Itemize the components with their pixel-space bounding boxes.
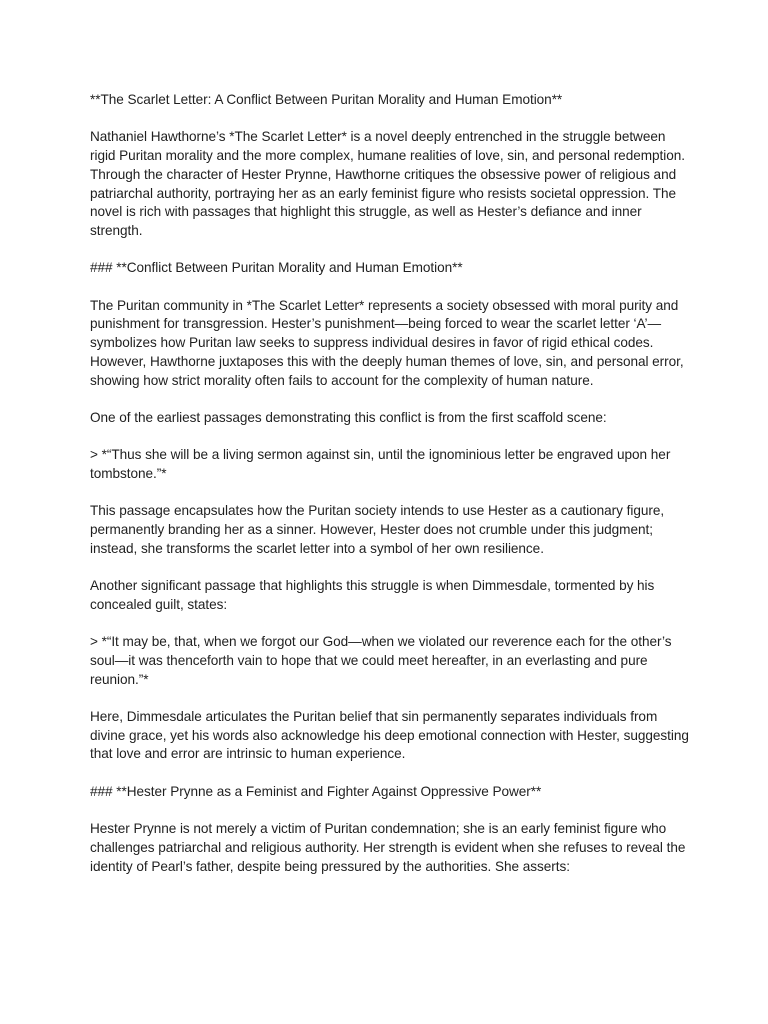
intro-paragraph: Nathaniel Hawthorne’s *The Scarlet Letter* is a novel deeply entrenched in the struggle between rigid Puritan morality and the more complex, humane realities of love, sin, and personal redemption. Through the character of Hester Prynne, Hawthorne critiques the obsessive power of religious and patriarchal authority, portraying her as an early feminist figure who resists societal oppression. The novel is rich with passages that highlight this struggle, as well as Hester’s defiance and inner strength.	[90, 129, 685, 238]
paragraph-puritan-community: The Puritan community in *The Scarlet Letter* represents a society obsessed with moral purity and punishment for transgression. Hester’s punishment—being forced to wear the scarlet letter ‘A’—symbolizes how Puritan law seeks to suppress individual desires in favor of rigid ethical codes. However, Hawthorne juxtaposes this with the deeply human themes of love, sin, and personal error, showing how strict morality often fails to account for the complexity of human nature.	[90, 297, 684, 388]
document-title: **The Scarlet Letter: A Conflict Between Puritan Morality and Human Emotion**	[90, 92, 563, 107]
paragraph-dimmesdale-analysis: Here, Dimmesdale articulates the Puritan belief that sin permanently separates individuals from divine grace, yet his words also acknowledge his deep emotional connection with Hester, suggesting that love and error are intrinsic to human experience.	[90, 709, 689, 762]
section-heading-feminist: ### **Hester Prynne as a Feminist and Fighter Against Oppressive Power**	[90, 783, 542, 799]
document-body	[90, 91, 690, 895]
paragraph-dimmesdale-intro: Another significant passage that highlights this struggle is when Dimmesdale, tormented by his concealed guilt, states:	[90, 578, 655, 612]
paragraph-hester-feminist: Hester Prynne is not merely a victim of Puritan condemnation; she is an early feminist figure who challenges patriarchal and religious authority. Her strength is evident when she refuses to reveal the identity of Pearl’s father, despite being pressured by the authorities. She asserts:	[90, 821, 686, 874]
paragraph-scaffold-intro: One of the earliest passages demonstrating this conflict is from the first scaffold scene:	[90, 409, 607, 425]
quote-living-sermon: > *“Thus she will be a living sermon against sin, until the ignominious letter be engraved upon her tombstone.”*	[90, 447, 671, 481]
quote-forgot-our-god: > *“It may be, that, when we forgot our God—when we violated our reverence each for the other’s soul—it was thenceforth vain to hope that we could meet hereafter, in an everlasting and pure reunion.”*	[90, 634, 672, 687]
paragraph-cautionary-figure: This passage encapsulates how the Puritan society intends to use Hester as a cautionary figure, permanently branding her as a sinner. However, Hester does not crumble under this judgment; instead, she transforms the scarlet letter into a symbol of her own resilience.	[90, 503, 665, 556]
section-heading-conflict: ### **Conflict Between Puritan Morality and Human Emotion**	[90, 260, 463, 276]
